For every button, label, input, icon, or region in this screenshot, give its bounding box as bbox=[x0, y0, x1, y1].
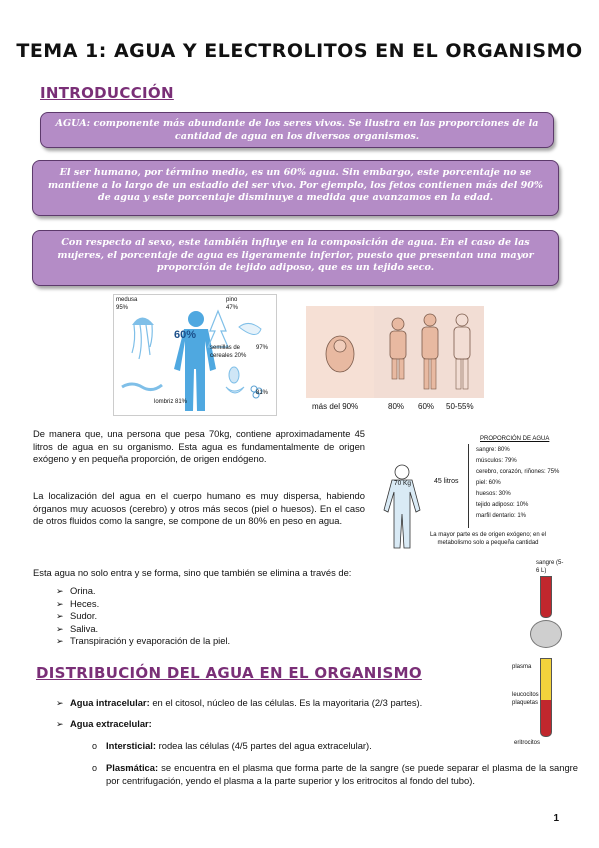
label-sangre: sangre (5-6 L) bbox=[536, 560, 564, 574]
prop-piel: piel: 60% bbox=[476, 480, 501, 486]
age-bodies-illustration bbox=[306, 306, 486, 398]
label-97: 97% bbox=[256, 345, 269, 351]
prop-tejido-adiposo: tejido adiposo: 10% bbox=[476, 502, 529, 508]
label-pino: pino 47% bbox=[226, 297, 239, 311]
list-item: ➢ Saliva. bbox=[56, 622, 99, 634]
water-proportion-figure bbox=[372, 432, 572, 562]
paragraph-eliminacion: Esta agua no solo entra y se forma, sino que también se elimina a través de: bbox=[33, 567, 352, 578]
list-item: ➢ Sudor. bbox=[56, 610, 98, 622]
label-semillas: semillas de cereales 20% bbox=[210, 345, 247, 359]
paragraph-70kg: De manera que, una persona que pesa 70kg, contiene aproximadamente 45 litros de agua en su organismo. Esta agua es fundamentalmente de origen exógeno y en pequeña proporción, de origen endógeno. bbox=[33, 428, 365, 465]
sub-bullet-intersticial: o Intersticial: rodea las células (4/5 partes del agua extracelular). bbox=[92, 740, 372, 751]
label-81: 81% bbox=[256, 390, 269, 396]
label-leucocitos: leucocitos plaquetas bbox=[512, 692, 539, 706]
paragraph-localizacion: La localización del agua en el cuerpo humano es muy dispersa, habiendo órganos muy acuosos (cerebro) y otros más secos (piel o huesos). En el caso de otros fluidos como la sangre, se compone de un 80% en peso en agua. bbox=[33, 490, 365, 527]
blood-tube bbox=[540, 576, 552, 618]
section-heading-intro: INTRODUCCIÓN bbox=[40, 84, 174, 102]
label-human-60: 60% bbox=[174, 329, 197, 341]
person-outline-illustration bbox=[372, 462, 432, 562]
label-70kg: 70 Kg bbox=[394, 480, 411, 487]
erythrocyte-layer bbox=[540, 700, 552, 737]
centrifuge-icon bbox=[530, 620, 562, 648]
prop-musculos: músculos: 79% bbox=[476, 458, 517, 464]
section-heading-distribucion: DISTRIBUCIÓN DEL AGUA EN EL ORGANISMO bbox=[36, 664, 422, 682]
info-box-sexo: Con respecto al sexo, este también influye en la composición de agua. En el caso de las mujeres, el porcentaje de agua es ligeramente inferior, puesto que presentan una mayor proporción de tejido adiposo, que es un tejido seco. bbox=[32, 230, 559, 286]
bullet-intracelular: ➢ Agua intracelular: en el citosol, núcleo de las células. Es la mayoritaria (2/3 partes). bbox=[56, 697, 423, 708]
info-box-humano: El ser humano, por término medio, es un 60% agua. Sin embargo, este porcentaje no se mantiene a lo largo de un estadio del ser vivo. Por ejemplo, los fetos contienen más del 90% de agua y este porcentaje disminuye a medida que avanzamos en la edad. bbox=[32, 160, 559, 216]
plasma-layer bbox=[540, 658, 552, 702]
label-origin-note: La mayor parte es de origen exógeno; en el metabolismo solo a pequeña cantidad bbox=[429, 532, 547, 546]
label-medusa: medusa 95% bbox=[116, 297, 138, 311]
list-item: ➢ Transpiración y evaporación de la piel. bbox=[56, 635, 231, 647]
prop-sangre: sangre: 80% bbox=[476, 447, 510, 453]
label-age-child: 80% bbox=[388, 402, 405, 411]
sub-bullet-plasmatica: o Plasmática: se encuentra en el plasma que forma parte de la sangre (se puede separar el plasma de la sangre por centrifugación, yendo el plasma a la parte superior y los eritrocitos al fondo del tubo). bbox=[92, 762, 578, 786]
label-age-adult: 60% bbox=[418, 402, 435, 411]
age-water-figure bbox=[306, 306, 486, 414]
page-title: TEMA 1: AGUA Y ELECTROLITOS EN EL ORGANISMO bbox=[16, 40, 583, 62]
bracket-line bbox=[468, 444, 471, 528]
list-item: ➢ Heces. bbox=[56, 597, 100, 609]
prop-huesos: huesos: 30% bbox=[476, 491, 511, 497]
page-number: 1 bbox=[553, 813, 559, 824]
info-box-agua: AGUA: componente más abundante de los seres vivos. Se ilustra en las proporciones de la cantidad de agua en los diversos organismos. bbox=[40, 112, 554, 148]
prop-marfil: marfil dentario: 1% bbox=[476, 513, 527, 519]
label-proportion-title: PROPORCIÓN DE AGUA bbox=[480, 436, 550, 442]
prop-cerebro: cerebro, corazón, riñones: 75% bbox=[476, 469, 560, 475]
elimination-list bbox=[56, 585, 230, 648]
organisms-figure bbox=[113, 294, 277, 416]
label-age-fetus: más del 90% bbox=[312, 402, 359, 411]
label-plasma: plasma bbox=[512, 664, 532, 670]
list-item: ➢ Orina. bbox=[56, 585, 96, 596]
bullet-extracelular: ➢ Agua extracelular: bbox=[56, 718, 152, 729]
label-lombriz: lombriz 81% bbox=[154, 399, 188, 405]
label-age-elder: 50-55% bbox=[446, 402, 474, 411]
label-45-litros: 45 litros bbox=[434, 478, 459, 485]
label-eritrocitos: eritrocitos bbox=[514, 740, 541, 746]
